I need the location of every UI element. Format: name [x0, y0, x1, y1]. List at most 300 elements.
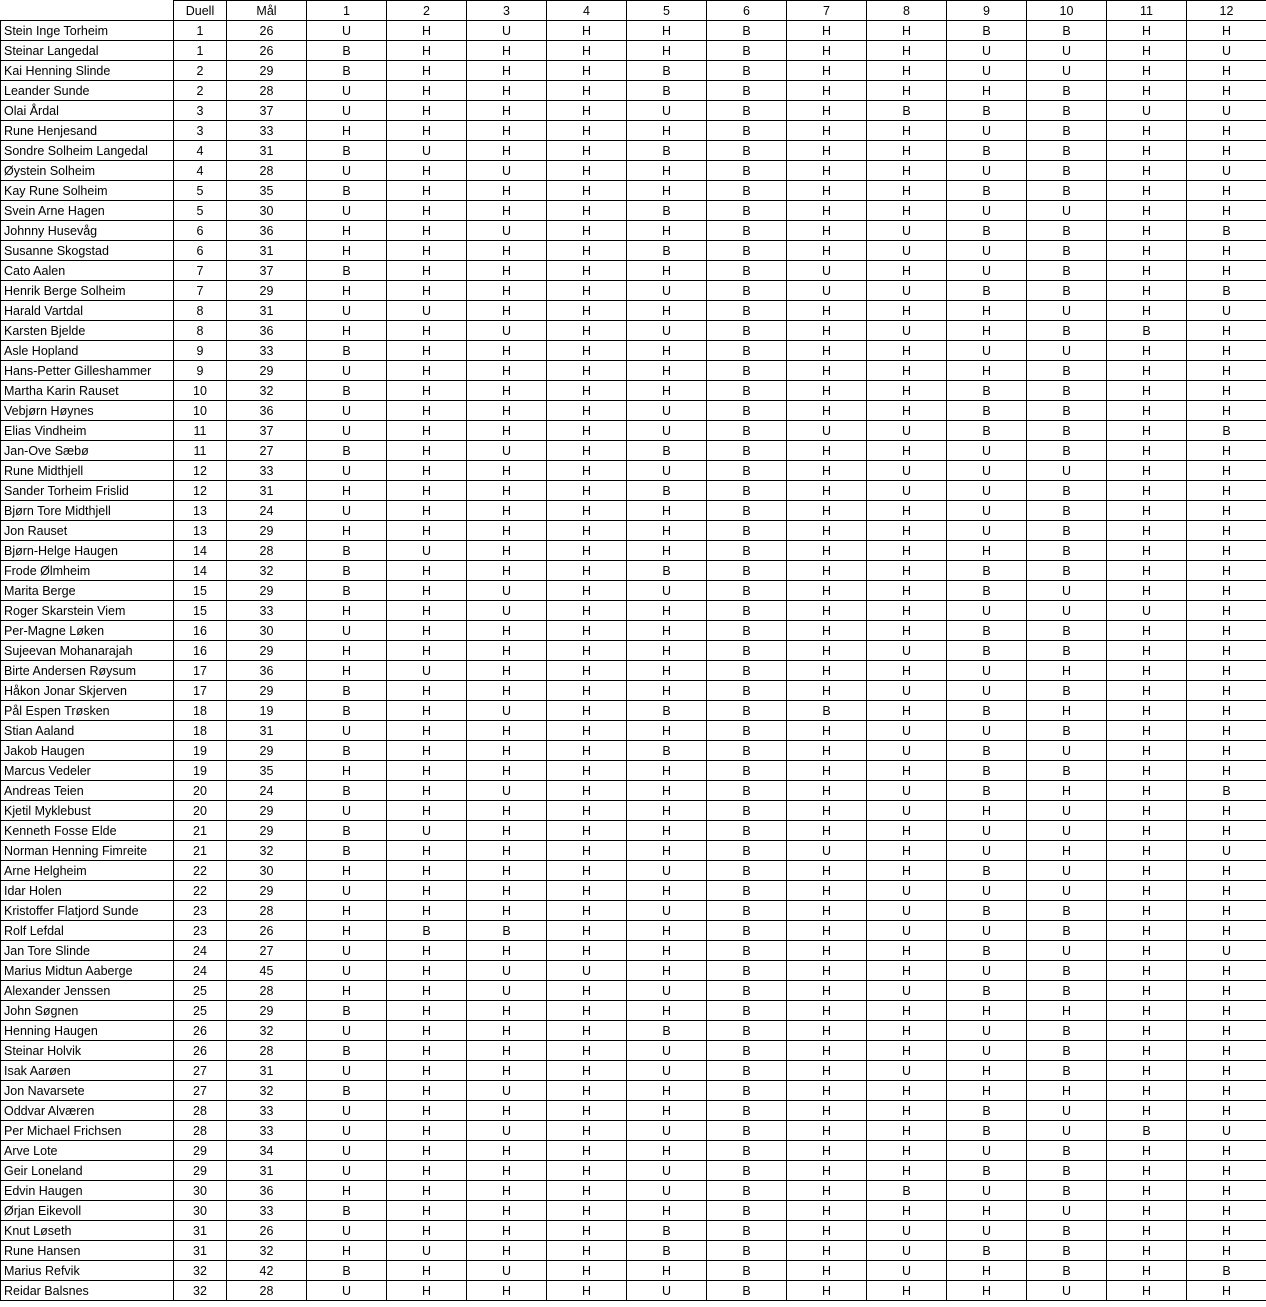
duell-cell[interactable]: 19 [174, 761, 227, 781]
result-cell[interactable]: H [867, 621, 947, 641]
result-cell[interactable]: B [707, 1121, 787, 1141]
result-cell[interactable]: H [1187, 241, 1266, 261]
result-cell[interactable]: H [547, 221, 627, 241]
result-cell[interactable]: B [707, 261, 787, 281]
player-name-cell[interactable]: Steinar Holvik [1, 1041, 174, 1061]
player-name-cell[interactable]: Reidar Balsnes [1, 1281, 174, 1301]
goal-cell[interactable]: 30 [227, 621, 307, 641]
result-cell[interactable]: H [387, 781, 467, 801]
result-cell[interactable]: U [467, 161, 547, 181]
result-cell[interactable]: B [707, 1261, 787, 1281]
column-header[interactable]: 7 [787, 1, 867, 21]
result-cell[interactable]: U [307, 881, 387, 901]
goal-cell[interactable]: 29 [227, 521, 307, 541]
goal-cell[interactable]: 33 [227, 1101, 307, 1121]
result-cell[interactable]: H [467, 1061, 547, 1081]
result-cell[interactable]: H [547, 281, 627, 301]
result-cell[interactable]: H [1107, 1241, 1187, 1261]
result-cell[interactable]: U [307, 1061, 387, 1081]
result-cell[interactable]: H [547, 341, 627, 361]
result-cell[interactable]: H [387, 1061, 467, 1081]
result-cell[interactable]: U [467, 1121, 547, 1141]
result-cell[interactable]: H [1187, 681, 1266, 701]
result-cell[interactable]: H [1187, 541, 1266, 561]
result-cell[interactable]: H [547, 601, 627, 621]
result-cell[interactable]: H [1187, 1241, 1266, 1261]
goal-cell[interactable]: 27 [227, 441, 307, 461]
result-cell[interactable]: H [547, 641, 627, 661]
result-cell[interactable]: B [707, 81, 787, 101]
result-cell[interactable]: B [707, 221, 787, 241]
goal-cell[interactable]: 31 [227, 301, 307, 321]
result-cell[interactable]: B [1027, 1221, 1107, 1241]
player-name-cell[interactable]: Elias Vindheim [1, 421, 174, 441]
result-cell[interactable]: H [1187, 1061, 1266, 1081]
result-cell[interactable]: H [387, 241, 467, 261]
result-cell[interactable]: H [547, 1041, 627, 1061]
result-cell[interactable]: H [867, 201, 947, 221]
result-cell[interactable]: U [627, 861, 707, 881]
result-cell[interactable]: U [307, 301, 387, 321]
result-cell[interactable]: U [947, 821, 1027, 841]
player-name-cell[interactable]: Rune Hansen [1, 1241, 174, 1261]
result-cell[interactable]: H [787, 481, 867, 501]
result-cell[interactable]: B [1027, 1161, 1107, 1181]
result-cell[interactable]: H [467, 261, 547, 281]
result-cell[interactable]: U [867, 1221, 947, 1241]
result-cell[interactable]: H [467, 741, 547, 761]
result-cell[interactable]: H [467, 341, 547, 361]
result-cell[interactable]: H [387, 101, 467, 121]
result-cell[interactable]: H [1107, 201, 1187, 221]
result-cell[interactable]: U [867, 681, 947, 701]
player-name-cell[interactable]: Sondre Solheim Langedal [1, 141, 174, 161]
result-cell[interactable]: H [467, 481, 547, 501]
result-cell[interactable]: B [627, 1021, 707, 1041]
result-cell[interactable]: H [547, 821, 627, 841]
result-cell[interactable]: H [1107, 281, 1187, 301]
result-cell[interactable]: H [867, 661, 947, 681]
result-cell[interactable]: H [1187, 401, 1266, 421]
result-cell[interactable]: B [947, 401, 1027, 421]
result-cell[interactable]: H [467, 861, 547, 881]
result-cell[interactable]: H [867, 861, 947, 881]
result-cell[interactable]: B [1187, 1261, 1266, 1281]
result-cell[interactable]: H [867, 821, 947, 841]
player-name-cell[interactable]: Edvin Haugen [1, 1181, 174, 1201]
duell-cell[interactable]: 19 [174, 741, 227, 761]
duell-cell[interactable]: 24 [174, 961, 227, 981]
result-cell[interactable]: B [1027, 381, 1107, 401]
result-cell[interactable]: U [467, 581, 547, 601]
result-cell[interactable]: U [787, 281, 867, 301]
result-cell[interactable]: U [467, 21, 547, 41]
result-cell[interactable]: H [387, 761, 467, 781]
result-cell[interactable]: H [1107, 681, 1187, 701]
result-cell[interactable]: H [787, 741, 867, 761]
result-cell[interactable]: H [1187, 141, 1266, 161]
duell-cell[interactable]: 9 [174, 361, 227, 381]
player-name-cell[interactable]: Steinar Langedal [1, 41, 174, 61]
result-cell[interactable]: B [947, 741, 1027, 761]
result-cell[interactable]: H [467, 841, 547, 861]
result-cell[interactable]: B [627, 741, 707, 761]
result-cell[interactable]: B [707, 1001, 787, 1021]
result-cell[interactable]: H [1187, 181, 1266, 201]
result-cell[interactable]: H [867, 541, 947, 561]
duell-cell[interactable]: 18 [174, 721, 227, 741]
result-cell[interactable]: B [1027, 261, 1107, 281]
result-cell[interactable]: H [867, 381, 947, 401]
goal-cell[interactable]: 29 [227, 681, 307, 701]
duell-cell[interactable]: 12 [174, 481, 227, 501]
result-cell[interactable]: U [307, 621, 387, 641]
result-cell[interactable]: H [467, 181, 547, 201]
result-cell[interactable]: H [1107, 981, 1187, 1001]
result-cell[interactable]: U [947, 121, 1027, 141]
result-cell[interactable]: B [307, 1041, 387, 1061]
result-cell[interactable]: U [1027, 1101, 1107, 1121]
result-cell[interactable]: B [947, 281, 1027, 301]
result-cell[interactable]: H [307, 1181, 387, 1201]
result-cell[interactable]: H [787, 1161, 867, 1181]
result-cell[interactable]: U [467, 441, 547, 461]
result-cell[interactable]: H [1187, 1001, 1266, 1021]
result-cell[interactable]: U [867, 281, 947, 301]
result-cell[interactable]: B [307, 1081, 387, 1101]
result-cell[interactable]: H [1107, 521, 1187, 541]
result-cell[interactable]: H [547, 1001, 627, 1021]
result-cell[interactable]: H [1187, 81, 1266, 101]
result-cell[interactable]: H [787, 921, 867, 941]
result-cell[interactable]: H [867, 261, 947, 281]
result-cell[interactable]: H [387, 421, 467, 441]
result-cell[interactable]: H [787, 821, 867, 841]
result-cell[interactable]: H [787, 1081, 867, 1101]
result-cell[interactable]: U [627, 1061, 707, 1081]
result-cell[interactable]: B [627, 201, 707, 221]
result-cell[interactable]: H [1187, 741, 1266, 761]
duell-cell[interactable]: 10 [174, 381, 227, 401]
result-cell[interactable]: U [867, 241, 947, 261]
result-cell[interactable]: H [1187, 1081, 1266, 1101]
result-cell[interactable]: H [1107, 1141, 1187, 1161]
result-cell[interactable]: H [467, 1201, 547, 1221]
player-name-cell[interactable]: Marius Midtun Aaberge [1, 961, 174, 981]
result-cell[interactable]: B [307, 61, 387, 81]
player-name-cell[interactable]: Jan-Ove Sæbø [1, 441, 174, 461]
result-cell[interactable]: B [1027, 241, 1107, 261]
result-cell[interactable]: H [627, 301, 707, 321]
result-cell[interactable]: H [867, 41, 947, 61]
goal-cell[interactable]: 32 [227, 841, 307, 861]
result-cell[interactable]: U [867, 781, 947, 801]
result-cell[interactable]: H [627, 761, 707, 781]
result-cell[interactable]: B [627, 701, 707, 721]
result-cell[interactable]: H [387, 621, 467, 641]
goal-cell[interactable]: 33 [227, 601, 307, 621]
result-cell[interactable]: B [627, 481, 707, 501]
duell-cell[interactable]: 16 [174, 641, 227, 661]
result-cell[interactable]: U [627, 1041, 707, 1061]
goal-cell[interactable]: 31 [227, 481, 307, 501]
result-cell[interactable]: H [1107, 121, 1187, 141]
duell-cell[interactable]: 31 [174, 1221, 227, 1241]
duell-cell[interactable]: 7 [174, 261, 227, 281]
result-cell[interactable]: H [787, 181, 867, 201]
result-cell[interactable]: H [307, 901, 387, 921]
player-name-cell[interactable]: Svein Arne Hagen [1, 201, 174, 221]
goal-cell[interactable]: 36 [227, 1181, 307, 1201]
result-cell[interactable]: H [627, 721, 707, 741]
result-cell[interactable]: H [947, 361, 1027, 381]
player-name-cell[interactable]: Per-Magne Løken [1, 621, 174, 641]
result-cell[interactable]: H [867, 301, 947, 321]
player-name-cell[interactable]: Geir Loneland [1, 1161, 174, 1181]
result-cell[interactable]: H [1187, 61, 1266, 81]
duell-cell[interactable]: 29 [174, 1161, 227, 1181]
goal-cell[interactable]: 29 [227, 361, 307, 381]
result-cell[interactable]: H [787, 361, 867, 381]
result-cell[interactable]: H [547, 1241, 627, 1261]
goal-cell[interactable]: 31 [227, 1161, 307, 1181]
result-cell[interactable]: U [627, 1121, 707, 1141]
result-cell[interactable]: H [787, 401, 867, 421]
result-cell[interactable]: B [947, 621, 1027, 641]
duell-cell[interactable]: 21 [174, 821, 227, 841]
result-cell[interactable]: H [867, 1081, 947, 1101]
goal-cell[interactable]: 45 [227, 961, 307, 981]
result-cell[interactable]: U [1027, 1281, 1107, 1301]
result-cell[interactable]: H [547, 181, 627, 201]
result-cell[interactable]: H [1107, 1261, 1187, 1281]
result-cell[interactable]: U [387, 821, 467, 841]
result-cell[interactable]: H [1027, 701, 1107, 721]
result-cell[interactable]: H [627, 1101, 707, 1121]
result-cell[interactable]: H [627, 821, 707, 841]
result-cell[interactable]: U [307, 1161, 387, 1181]
result-cell[interactable]: U [1027, 821, 1107, 841]
duell-cell[interactable]: 24 [174, 941, 227, 961]
result-cell[interactable]: U [947, 201, 1027, 221]
result-cell[interactable]: H [627, 221, 707, 241]
duell-cell[interactable]: 7 [174, 281, 227, 301]
result-cell[interactable]: H [467, 41, 547, 61]
result-cell[interactable]: H [547, 741, 627, 761]
result-cell[interactable]: H [307, 321, 387, 341]
result-cell[interactable]: H [787, 981, 867, 1001]
column-header[interactable]: 12 [1187, 1, 1266, 21]
result-cell[interactable]: B [627, 1241, 707, 1261]
result-cell[interactable]: U [1187, 841, 1266, 861]
result-cell[interactable]: U [947, 1181, 1027, 1201]
result-cell[interactable]: B [307, 741, 387, 761]
result-cell[interactable]: H [787, 1021, 867, 1041]
result-cell[interactable]: H [547, 241, 627, 261]
result-cell[interactable]: H [867, 1201, 947, 1221]
result-cell[interactable]: H [1187, 641, 1266, 661]
result-cell[interactable]: H [787, 1181, 867, 1201]
result-cell[interactable]: B [627, 1221, 707, 1241]
result-cell[interactable]: B [1027, 521, 1107, 541]
result-cell[interactable]: U [867, 921, 947, 941]
player-name-cell[interactable]: Hans-Petter Gilleshammer [1, 361, 174, 381]
result-cell[interactable]: H [787, 1121, 867, 1141]
header-blank-cell[interactable] [1, 1, 174, 21]
result-cell[interactable]: B [947, 101, 1027, 121]
player-name-cell[interactable]: Kai Henning Slinde [1, 61, 174, 81]
result-cell[interactable]: H [467, 421, 547, 441]
result-cell[interactable]: U [947, 1221, 1027, 1241]
player-name-cell[interactable]: Marcus Vedeler [1, 761, 174, 781]
result-cell[interactable]: H [467, 501, 547, 521]
goal-cell[interactable]: 29 [227, 1001, 307, 1021]
result-cell[interactable]: B [707, 901, 787, 921]
player-name-cell[interactable]: Håkon Jonar Skjerven [1, 681, 174, 701]
goal-cell[interactable]: 31 [227, 1061, 307, 1081]
result-cell[interactable]: H [787, 1061, 867, 1081]
result-cell[interactable]: B [947, 1121, 1027, 1141]
result-cell[interactable]: H [387, 181, 467, 201]
result-cell[interactable]: H [867, 121, 947, 141]
result-cell[interactable]: H [387, 681, 467, 701]
result-cell[interactable]: B [707, 21, 787, 41]
goal-cell[interactable]: 37 [227, 101, 307, 121]
duell-cell[interactable]: 5 [174, 181, 227, 201]
result-cell[interactable]: B [707, 61, 787, 81]
result-cell[interactable]: H [467, 681, 547, 701]
result-cell[interactable]: H [947, 1201, 1027, 1221]
result-cell[interactable]: B [947, 421, 1027, 441]
result-cell[interactable]: U [627, 421, 707, 441]
goal-cell[interactable]: 24 [227, 781, 307, 801]
goal-cell[interactable]: 29 [227, 581, 307, 601]
result-cell[interactable]: H [547, 1141, 627, 1161]
result-cell[interactable]: H [787, 721, 867, 741]
column-header[interactable]: 1 [307, 1, 387, 21]
result-cell[interactable]: U [867, 881, 947, 901]
result-cell[interactable]: U [627, 1181, 707, 1201]
result-cell[interactable]: H [387, 701, 467, 721]
result-cell[interactable]: U [947, 1021, 1027, 1041]
player-name-cell[interactable]: Alexander Jenssen [1, 981, 174, 1001]
result-cell[interactable]: H [627, 501, 707, 521]
duell-cell[interactable]: 26 [174, 1021, 227, 1041]
result-cell[interactable]: U [467, 701, 547, 721]
result-cell[interactable]: H [387, 441, 467, 461]
result-cell[interactable]: U [307, 721, 387, 741]
duell-cell[interactable]: 6 [174, 241, 227, 261]
result-cell[interactable]: U [787, 421, 867, 441]
player-name-cell[interactable]: Norman Henning Fimreite [1, 841, 174, 861]
player-name-cell[interactable]: Harald Vartdal [1, 301, 174, 321]
result-cell[interactable]: H [787, 501, 867, 521]
result-cell[interactable]: H [1187, 21, 1266, 41]
result-cell[interactable]: H [787, 541, 867, 561]
result-cell[interactable]: H [387, 481, 467, 501]
result-cell[interactable]: U [307, 101, 387, 121]
duell-cell[interactable]: 8 [174, 321, 227, 341]
player-name-cell[interactable]: Karsten Bjelde [1, 321, 174, 341]
result-cell[interactable]: H [787, 681, 867, 701]
result-cell[interactable]: H [787, 161, 867, 181]
duell-cell[interactable]: 32 [174, 1261, 227, 1281]
result-cell[interactable]: H [307, 281, 387, 301]
duell-cell[interactable]: 20 [174, 801, 227, 821]
player-name-cell[interactable]: Asle Hopland [1, 341, 174, 361]
result-cell[interactable]: B [707, 301, 787, 321]
result-cell[interactable]: U [947, 501, 1027, 521]
result-cell[interactable]: U [947, 881, 1027, 901]
result-cell[interactable]: B [707, 981, 787, 1001]
result-cell[interactable]: H [947, 301, 1027, 321]
result-cell[interactable]: H [547, 761, 627, 781]
result-cell[interactable]: H [467, 1021, 547, 1041]
result-cell[interactable]: H [1107, 721, 1187, 741]
result-cell[interactable]: H [1107, 701, 1187, 721]
result-cell[interactable]: H [547, 981, 627, 1001]
goal-cell[interactable]: 33 [227, 341, 307, 361]
result-cell[interactable]: U [1027, 301, 1107, 321]
player-name-cell[interactable]: Andreas Teien [1, 781, 174, 801]
result-cell[interactable]: H [547, 1261, 627, 1281]
result-cell[interactable]: H [1107, 781, 1187, 801]
result-cell[interactable]: H [1187, 521, 1266, 541]
result-cell[interactable]: U [1187, 101, 1266, 121]
result-cell[interactable]: H [547, 1161, 627, 1181]
result-cell[interactable]: H [1107, 901, 1187, 921]
player-name-cell[interactable]: Knut Løseth [1, 1221, 174, 1241]
result-cell[interactable]: H [1107, 741, 1187, 761]
duell-cell[interactable]: 5 [174, 201, 227, 221]
result-cell[interactable]: U [1187, 301, 1266, 321]
result-cell[interactable]: B [307, 781, 387, 801]
result-cell[interactable]: H [867, 581, 947, 601]
result-cell[interactable]: B [707, 821, 787, 841]
result-cell[interactable]: H [627, 1201, 707, 1221]
duell-cell[interactable]: 2 [174, 61, 227, 81]
result-cell[interactable]: U [947, 481, 1027, 501]
result-cell[interactable]: H [1187, 501, 1266, 521]
result-cell[interactable]: B [707, 621, 787, 641]
result-cell[interactable]: H [547, 1221, 627, 1241]
result-cell[interactable]: H [1187, 601, 1266, 621]
result-cell[interactable]: H [867, 501, 947, 521]
result-cell[interactable]: B [307, 541, 387, 561]
result-cell[interactable]: H [627, 801, 707, 821]
result-cell[interactable]: U [1027, 741, 1107, 761]
result-cell[interactable]: B [707, 1221, 787, 1241]
result-cell[interactable]: B [1027, 901, 1107, 921]
result-cell[interactable]: H [1187, 821, 1266, 841]
result-cell[interactable]: B [707, 1021, 787, 1041]
duell-cell[interactable]: 8 [174, 301, 227, 321]
result-cell[interactable]: B [1027, 1041, 1107, 1061]
result-cell[interactable]: H [787, 141, 867, 161]
result-cell[interactable]: H [547, 81, 627, 101]
goal-cell[interactable]: 33 [227, 121, 307, 141]
result-cell[interactable]: B [1027, 1141, 1107, 1161]
result-cell[interactable]: H [467, 1181, 547, 1201]
duell-cell[interactable]: 20 [174, 781, 227, 801]
result-cell[interactable]: H [787, 781, 867, 801]
player-name-cell[interactable]: Rune Henjesand [1, 121, 174, 141]
result-cell[interactable]: B [307, 701, 387, 721]
result-cell[interactable]: H [1107, 841, 1187, 861]
result-cell[interactable]: H [627, 1141, 707, 1161]
goal-cell[interactable]: 26 [227, 1221, 307, 1241]
result-cell[interactable]: H [867, 1041, 947, 1061]
